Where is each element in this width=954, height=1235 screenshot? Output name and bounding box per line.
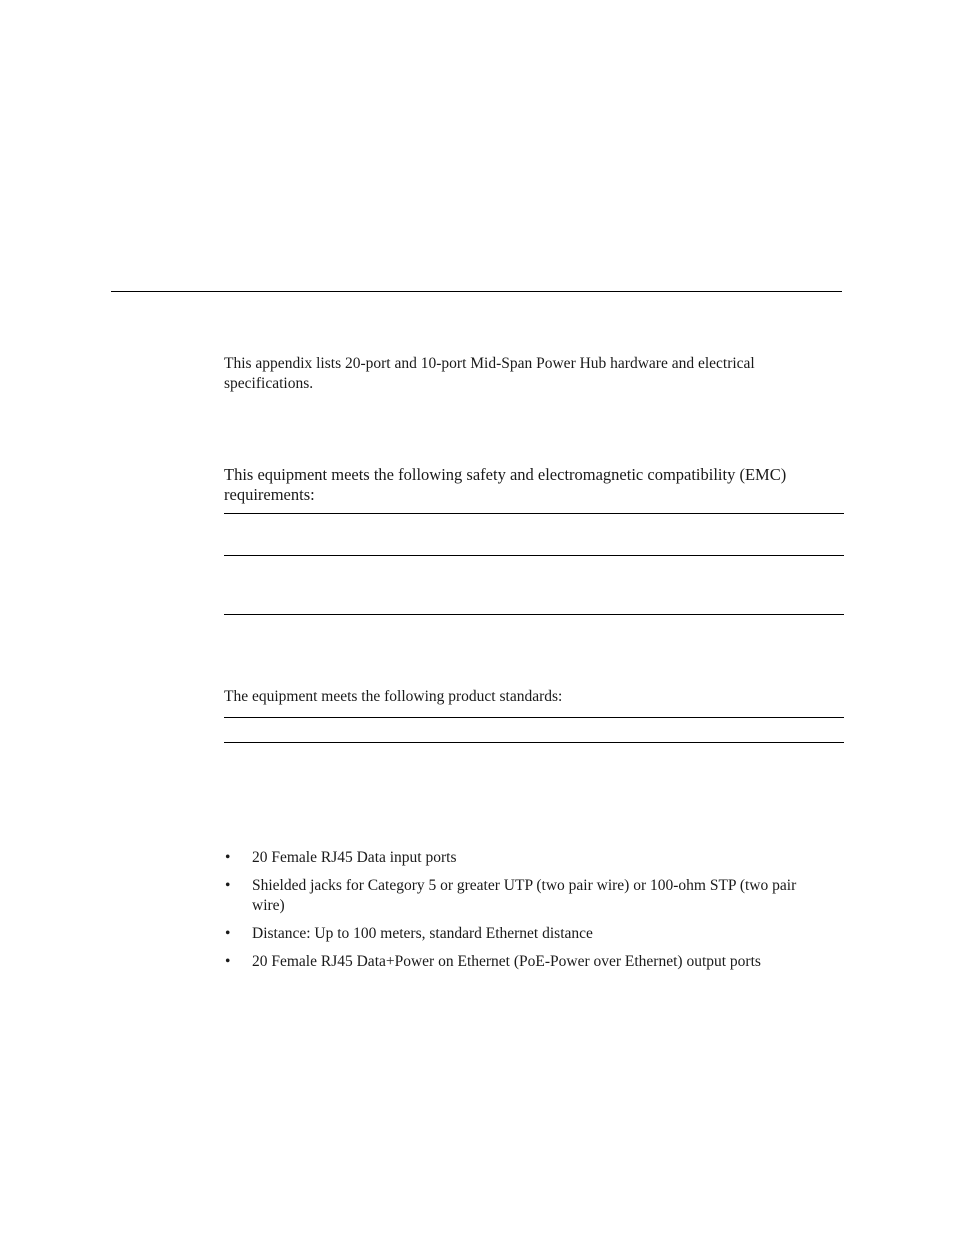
bullet-icon: • bbox=[225, 849, 231, 866]
safety-table-rule-top bbox=[224, 513, 844, 514]
standards-table-rule-top bbox=[224, 717, 844, 718]
bullet-icon: • bbox=[225, 877, 231, 894]
safety-emc-paragraph: This equipment meets the following safety and electromagnetic compatibility (EMC) requirements: bbox=[224, 465, 787, 504]
bullet-icon: • bbox=[225, 924, 231, 942]
product-standards-paragraph: The equipment meets the following product standards: bbox=[224, 688, 563, 705]
list-item bbox=[224, 876, 824, 915]
list-item bbox=[224, 924, 824, 944]
safety-table-rule-bottom bbox=[224, 614, 844, 615]
intro-paragraph: This appendix lists 20-port and 10-port Mid-Span Power Hub hardware and electrical specifications. bbox=[224, 355, 755, 392]
header-rule bbox=[111, 291, 842, 292]
list-item-text: Distance: Up to 100 meters, standard Ethernet distance bbox=[252, 924, 593, 942]
safety-table-rule-middle bbox=[224, 555, 844, 556]
list-item-text: 20 Female RJ45 Data input ports bbox=[252, 849, 457, 866]
list-item bbox=[224, 952, 824, 972]
port-spec-list bbox=[224, 848, 824, 980]
list-item-text: 20 Female RJ45 Data+Power on Ethernet (PoE-Power over Ethernet) output ports bbox=[252, 952, 761, 970]
list-item bbox=[224, 848, 824, 868]
list-item-text: Shielded jacks for Category 5 or greater UTP (two pair wire) or 100-ohm STP (two pair wire) bbox=[252, 877, 797, 914]
bullet-icon: • bbox=[225, 952, 231, 970]
standards-table-rule-bottom bbox=[224, 742, 844, 743]
